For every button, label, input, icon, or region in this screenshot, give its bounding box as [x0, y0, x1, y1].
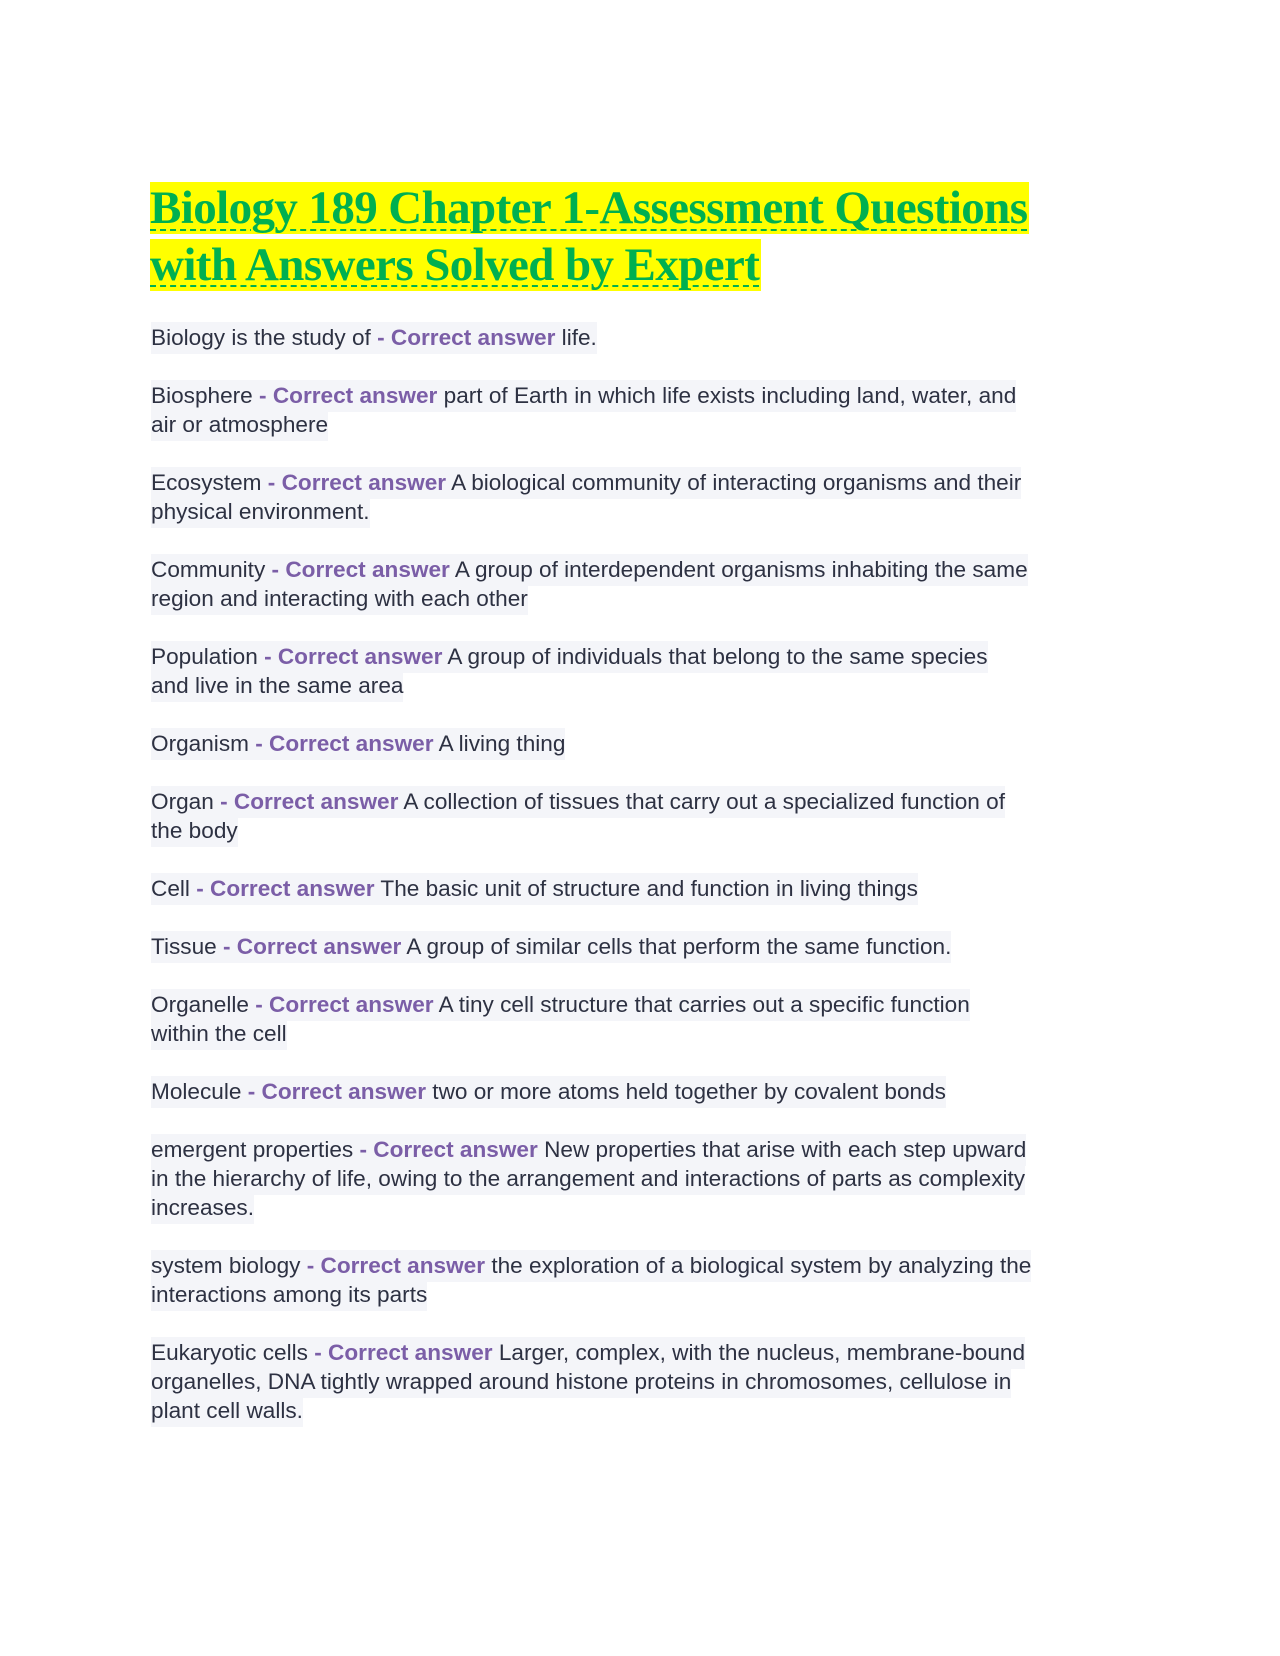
qa-entry [151, 642, 1031, 700]
qa-term: Cell [151, 876, 190, 901]
qa-entry [151, 323, 1031, 352]
qa-answer-text: air or atmosphere [151, 412, 329, 437]
qa-entry [151, 1338, 1031, 1425]
qa-term: Molecule [151, 1079, 242, 1104]
qa-line [151, 1367, 1031, 1396]
qa-line [151, 874, 1031, 903]
qa-answer-text: The basic unit of structure and function in living things [380, 876, 918, 901]
qa-answer-text: organelles, DNA tightly wrapped around histone proteins in chromosomes, cellulose in [151, 1369, 1012, 1394]
qa-line-text [151, 1134, 1026, 1166]
qa-line-text [151, 467, 1021, 499]
qa-entry [151, 729, 1031, 758]
correct-answer-label: - Correct answer [220, 789, 399, 814]
qa-answer-text: A collection of tissues that carry out a specialized function of [403, 789, 1005, 814]
qa-line [151, 468, 1031, 497]
qa-line [151, 381, 1031, 410]
qa-line-text [151, 583, 528, 615]
qa-answer-text: Larger, complex, with the nucleus, membrane-bound [498, 1340, 1026, 1365]
document-title [150, 180, 1029, 293]
qa-entry [151, 990, 1031, 1048]
qa-entry [151, 1251, 1031, 1309]
qa-line [151, 1077, 1031, 1106]
qa-answer-text: A biological community of interacting organisms and their [451, 470, 1022, 495]
qa-entry [151, 1077, 1031, 1106]
qa-line-text [151, 641, 988, 673]
title-line-1 [150, 180, 1029, 237]
qa-line-text [151, 1018, 287, 1050]
correct-answer-label: - Correct answer [267, 470, 447, 495]
correct-answer-label: - Correct answer [196, 876, 375, 901]
correct-answer-label: - Correct answer [359, 1137, 538, 1162]
qa-line [151, 323, 1031, 352]
correct-answer-label: - Correct answer [377, 325, 556, 350]
qa-answer-text: the body [151, 818, 238, 843]
qa-line [151, 1193, 1031, 1222]
qa-entry [151, 932, 1031, 961]
qa-term: Organelle [151, 992, 249, 1017]
qa-answer-text: part of Earth in which life exists including land, water, and [443, 383, 1017, 408]
qa-line [151, 932, 1031, 961]
qa-entry [151, 468, 1031, 526]
qa-entry [151, 787, 1031, 845]
qa-term: Eukaryotic cells [151, 1340, 308, 1365]
qa-line-text [151, 1395, 303, 1427]
qa-line-text [151, 1337, 1025, 1369]
qa-line [151, 1280, 1031, 1309]
qa-term: Organ [151, 789, 214, 814]
correct-answer-label: - Correct answer [314, 1340, 493, 1365]
qa-answer-text: plant cell walls. [151, 1398, 303, 1423]
qa-term: Organism [151, 731, 249, 756]
qa-line-text [151, 380, 1016, 412]
qa-answer-text: physical environment. [151, 499, 370, 524]
qa-line [151, 642, 1031, 671]
title-line-2 [150, 237, 1029, 294]
qa-line [151, 1164, 1031, 1193]
correct-answer-label: - Correct answer [247, 1079, 427, 1104]
qa-answer-text: region and interacting with each other [151, 586, 528, 611]
qa-line-text [151, 1279, 427, 1311]
qa-list [151, 323, 1031, 1454]
qa-term: Population [151, 644, 258, 669]
qa-line [151, 410, 1031, 439]
qa-line [151, 816, 1031, 845]
qa-answer-text: two or more atoms held together by covalent bonds [432, 1079, 946, 1104]
qa-term: emergent properties [151, 1137, 354, 1162]
qa-term: Biology is the study of [151, 325, 371, 350]
qa-entry [151, 555, 1031, 613]
qa-line-text [151, 1163, 1025, 1195]
qa-line [151, 787, 1031, 816]
qa-line-text [151, 1250, 1031, 1282]
qa-line [151, 555, 1031, 584]
qa-line [151, 671, 1031, 700]
qa-line [151, 729, 1031, 758]
correct-answer-label: - Correct answer [255, 731, 434, 756]
correct-answer-label: - Correct answer [223, 934, 402, 959]
qa-term: Ecosystem [151, 470, 262, 495]
qa-line-text [151, 496, 370, 528]
title-line-2-text: with Answers Solved by Expert [150, 238, 760, 291]
qa-entry [151, 381, 1031, 439]
qa-entry [151, 1135, 1031, 1222]
qa-answer-text: A group of individuals that belong to the same species [447, 644, 988, 669]
qa-line-text [151, 1192, 254, 1224]
correct-answer-label: - Correct answer [264, 644, 443, 669]
qa-answer-text: New properties that arise with each step upward [544, 1137, 1027, 1162]
qa-line-text [151, 815, 238, 847]
qa-line-text [151, 670, 403, 702]
qa-answer-text: A group of similar cells that perform the same function. [406, 934, 952, 959]
correct-answer-label: - Correct answer [271, 557, 450, 582]
qa-line-text [151, 1076, 946, 1108]
qa-answer-text: A living thing [438, 731, 566, 756]
qa-line-text [151, 989, 970, 1021]
qa-term: Biosphere [151, 383, 253, 408]
qa-line [151, 584, 1031, 613]
correct-answer-label: - Correct answer [259, 383, 438, 408]
qa-entry [151, 874, 1031, 903]
correct-answer-label: - Correct answer [306, 1253, 486, 1278]
qa-term: system biology [151, 1253, 301, 1278]
qa-answer-text: interactions among its parts [151, 1282, 428, 1307]
qa-line-text [151, 931, 951, 963]
qa-line [151, 1135, 1031, 1164]
qa-answer-text: A tiny cell structure that carries out a specific function [438, 992, 970, 1017]
qa-answer-text: the exploration of a biological system by analyzing the [491, 1253, 1032, 1278]
qa-answer-text: life. [561, 325, 597, 350]
qa-line [151, 1338, 1031, 1367]
qa-line [151, 1251, 1031, 1280]
qa-line-text [151, 728, 565, 760]
qa-line-text [151, 786, 1005, 818]
qa-term: Community [151, 557, 266, 582]
qa-answer-text: and live in the same area [151, 673, 404, 698]
qa-term: Tissue [151, 934, 217, 959]
qa-line-text [151, 554, 1028, 586]
qa-answer-text: in the hierarchy of life, owing to the arrangement and interactions of parts as complexity [151, 1166, 1026, 1191]
qa-line [151, 497, 1031, 526]
qa-answer-text: within the cell [151, 1021, 287, 1046]
qa-line [151, 1396, 1031, 1425]
title-line-1-text: Biology 189 Chapter 1-Assessment Questions [150, 182, 1028, 234]
qa-line [151, 1019, 1031, 1048]
qa-line-text [151, 1366, 1011, 1398]
qa-line-text [151, 409, 328, 441]
qa-line [151, 990, 1031, 1019]
qa-answer-text: A group of interdependent organisms inhabiting the same [454, 557, 1028, 582]
qa-line-text [151, 322, 597, 354]
correct-answer-label: - Correct answer [255, 992, 434, 1017]
qa-answer-text: increases. [151, 1195, 254, 1220]
qa-line-text [151, 873, 918, 905]
